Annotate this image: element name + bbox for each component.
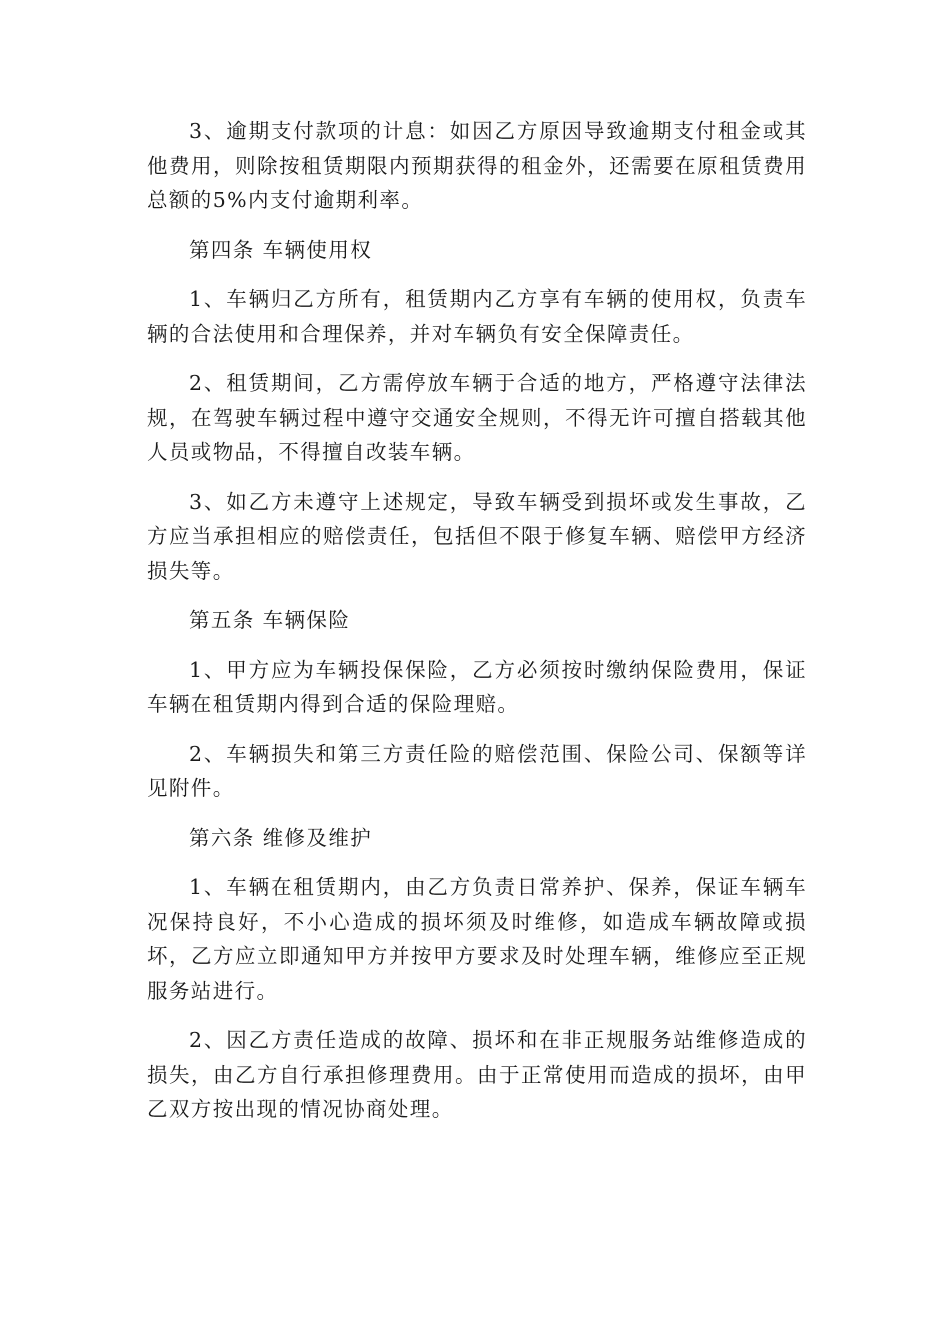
paragraph-article-6-item-1: 1、车辆在租赁期内，由乙方负责日常养护、保养，保证车辆车况保持良好，不小心造成的损坏须及时维修，如造成车辆故障或损坏，乙方应立即通知甲方并按甲方要求及时处理车辆，维修应至正规服务站进行。 — [147, 875, 807, 1003]
section-heading-article-6: 第六条 维修及维护 — [189, 825, 373, 850]
paragraph-article-4-item-2: 2、租赁期间，乙方需停放车辆于合适的地方，严格遵守法律法规，在驾驶车辆过程中遵守交通安全规则，不得无许可擅自搭载其他人员或物品，不得擅自改装车辆。 — [147, 371, 807, 464]
section-heading-article-5: 第五条 车辆保险 — [189, 608, 351, 632]
paragraph-article-5-item-2: 2、车辆损失和第三方责任险的赔偿范围、保险公司、保额等详见附件。 — [147, 741, 807, 800]
paragraph-article-6-item-2: 2、因乙方责任造成的故障、损坏和在非正规服务站维修造成的损失，由乙方自行承担修理费用。由于正常使用而造成的损坏，由甲乙双方按出现的情况协商处理。 — [147, 1028, 807, 1121]
paragraph-article-5-item-1: 1、甲方应为车辆投保保险，乙方必须按时缴纳保险费用，保证车辆在租赁期内得到合适的保险理赔。 — [147, 657, 807, 716]
section-heading-article-4: 第四条 车辆使用权 — [189, 237, 373, 262]
paragraph-article-4-item-1: 1、车辆归乙方所有，租赁期内乙方享有车辆的使用权，负责车辆的合法使用和合理保养，并对车辆负有安全保障责任。 — [147, 287, 807, 346]
paragraph-overdue-interest: 3、逾期支付款项的计息：如因乙方原因导致逾期支付租金或其他费用，则除按租赁期限内预期获得的租金外，还需要在原租赁费用总额的5%内支付逾期利率。 — [147, 119, 807, 212]
document-body — [147, 114, 807, 1142]
paragraph-article-4-item-3: 3、如乙方未遵守上述规定，导致车辆受到损坏或发生事故，乙方应当承担相应的赔偿责任，包括但不限于修复车辆、赔偿甲方经济损失等。 — [147, 489, 807, 583]
